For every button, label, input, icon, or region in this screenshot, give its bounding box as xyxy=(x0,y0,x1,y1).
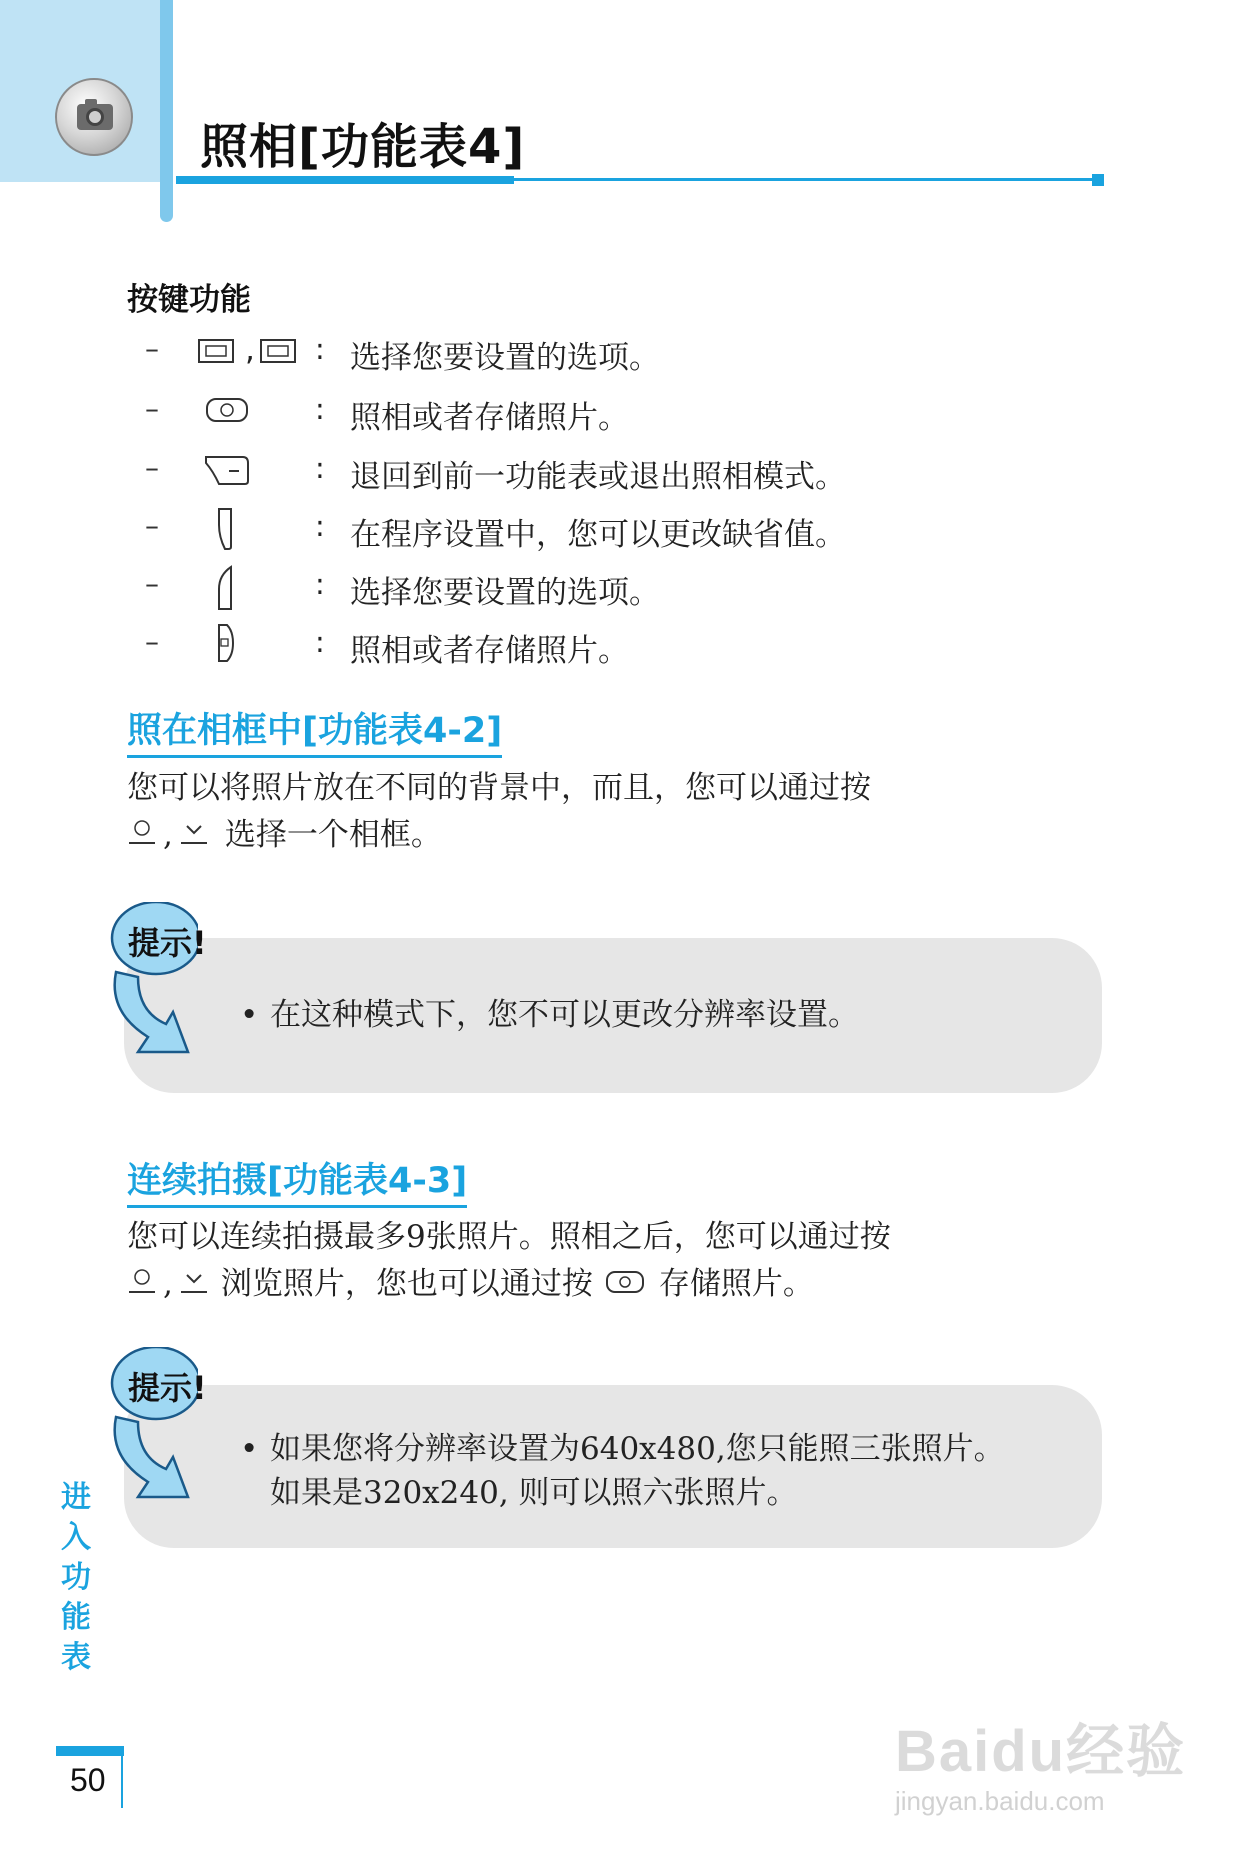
page-title: 照相[功能表4] xyxy=(200,119,526,175)
header-vertical-bar xyxy=(160,0,173,222)
camera-side-key-icon xyxy=(215,623,237,667)
watermark-url: jingyan.baidu.com xyxy=(895,1786,1105,1816)
key-row xyxy=(145,507,1045,553)
tip-bullet: • xyxy=(240,997,259,1033)
up-key-icon xyxy=(127,813,157,860)
key-colon: : xyxy=(315,332,325,366)
tip-text-line1: 如果您将分辨率设置为640x480,您只能照三张照片。 xyxy=(270,1431,1005,1467)
right-soft-key-icon xyxy=(215,507,235,555)
tip-text-line2: 如果是320x240, 则可以照六张照片。 xyxy=(270,1475,798,1511)
burst-section-line1: 您可以连续拍摄最多9张照片。照相之后，您可以通过按 xyxy=(127,1219,891,1255)
key-description: 选择您要设置的选项。 xyxy=(350,340,660,376)
ok-key-icon xyxy=(205,396,249,428)
key-colon: : xyxy=(315,392,325,426)
left-soft-key-icon xyxy=(215,565,235,615)
tip-text: 在这种模式下，您不可以更改分辨率设置。 xyxy=(270,997,859,1033)
list-dash: – xyxy=(145,625,159,658)
key-description: 选择您要设置的选项。 xyxy=(350,575,660,611)
burst-section-line2 xyxy=(127,1261,814,1309)
page-number-bar xyxy=(56,1746,124,1756)
tip-label: 提示! xyxy=(128,924,207,962)
burst-section-line2-tail: 存储照片。 xyxy=(658,1266,814,1302)
key-description: 照相或者存储照片。 xyxy=(350,400,629,436)
frame-section-heading: 照在相框中[功能表4-2] xyxy=(127,703,502,758)
title-rule xyxy=(514,178,1094,181)
camera-icon xyxy=(55,78,133,156)
title-rule-end xyxy=(1092,174,1104,186)
key-description: 退回到前一功能表或退出照相模式。 xyxy=(350,459,846,495)
key-colon: : xyxy=(315,567,325,601)
camera-lens xyxy=(86,108,104,126)
key-description: 照相或者存储照片。 xyxy=(350,633,629,669)
up-key-icon xyxy=(127,1262,157,1309)
key-row xyxy=(145,565,1045,611)
list-dash: – xyxy=(145,332,159,365)
key-separator: , xyxy=(245,332,255,368)
ok-key-icon xyxy=(605,1262,645,1309)
tip-bullet: • xyxy=(240,1431,259,1467)
frame-section-line2 xyxy=(127,812,442,860)
burst-section-heading: 连续拍摄[功能表4-3] xyxy=(127,1153,467,1208)
down-key-icon xyxy=(179,813,209,860)
key-row xyxy=(145,390,1045,436)
key-row xyxy=(145,449,1045,495)
camera-body xyxy=(77,104,113,130)
key-functions-heading: 按键功能 xyxy=(127,282,251,318)
key-row xyxy=(145,330,1045,376)
key-colon: : xyxy=(315,451,325,485)
back-key-icon xyxy=(203,453,251,491)
frame-section-line1: 您可以将照片放在不同的背景中，而且，您可以通过按 xyxy=(127,770,871,806)
list-dash: – xyxy=(145,392,159,425)
key-colon: : xyxy=(315,625,325,659)
frame-section-line2-text: 选择一个相框。 xyxy=(224,817,442,853)
watermark-logo: Baidu经验 xyxy=(895,1719,1187,1784)
list-dash: – xyxy=(145,451,159,484)
list-dash: – xyxy=(145,509,159,542)
side-section-label-text: 进 入 功 能 表 xyxy=(61,1480,91,1675)
down-key-icon xyxy=(179,1262,209,1309)
key-description: 在程序设置中，您可以更改缺省值。 xyxy=(350,517,846,553)
title-underline xyxy=(176,176,514,184)
key-colon: : xyxy=(315,509,325,543)
page-number: 50 xyxy=(70,1762,106,1798)
list-dash: – xyxy=(145,567,159,600)
tip-label: 提示! xyxy=(128,1369,207,1407)
burst-section-line2-mid: 浏览照片，您也可以通过按 xyxy=(220,1266,593,1302)
page-number-rule xyxy=(121,1756,123,1808)
key-separator: , xyxy=(163,1266,173,1302)
side-section-label xyxy=(56,1478,96,1678)
key-separator: , xyxy=(163,817,173,853)
camera-top xyxy=(85,99,97,105)
key-row xyxy=(145,623,1045,669)
